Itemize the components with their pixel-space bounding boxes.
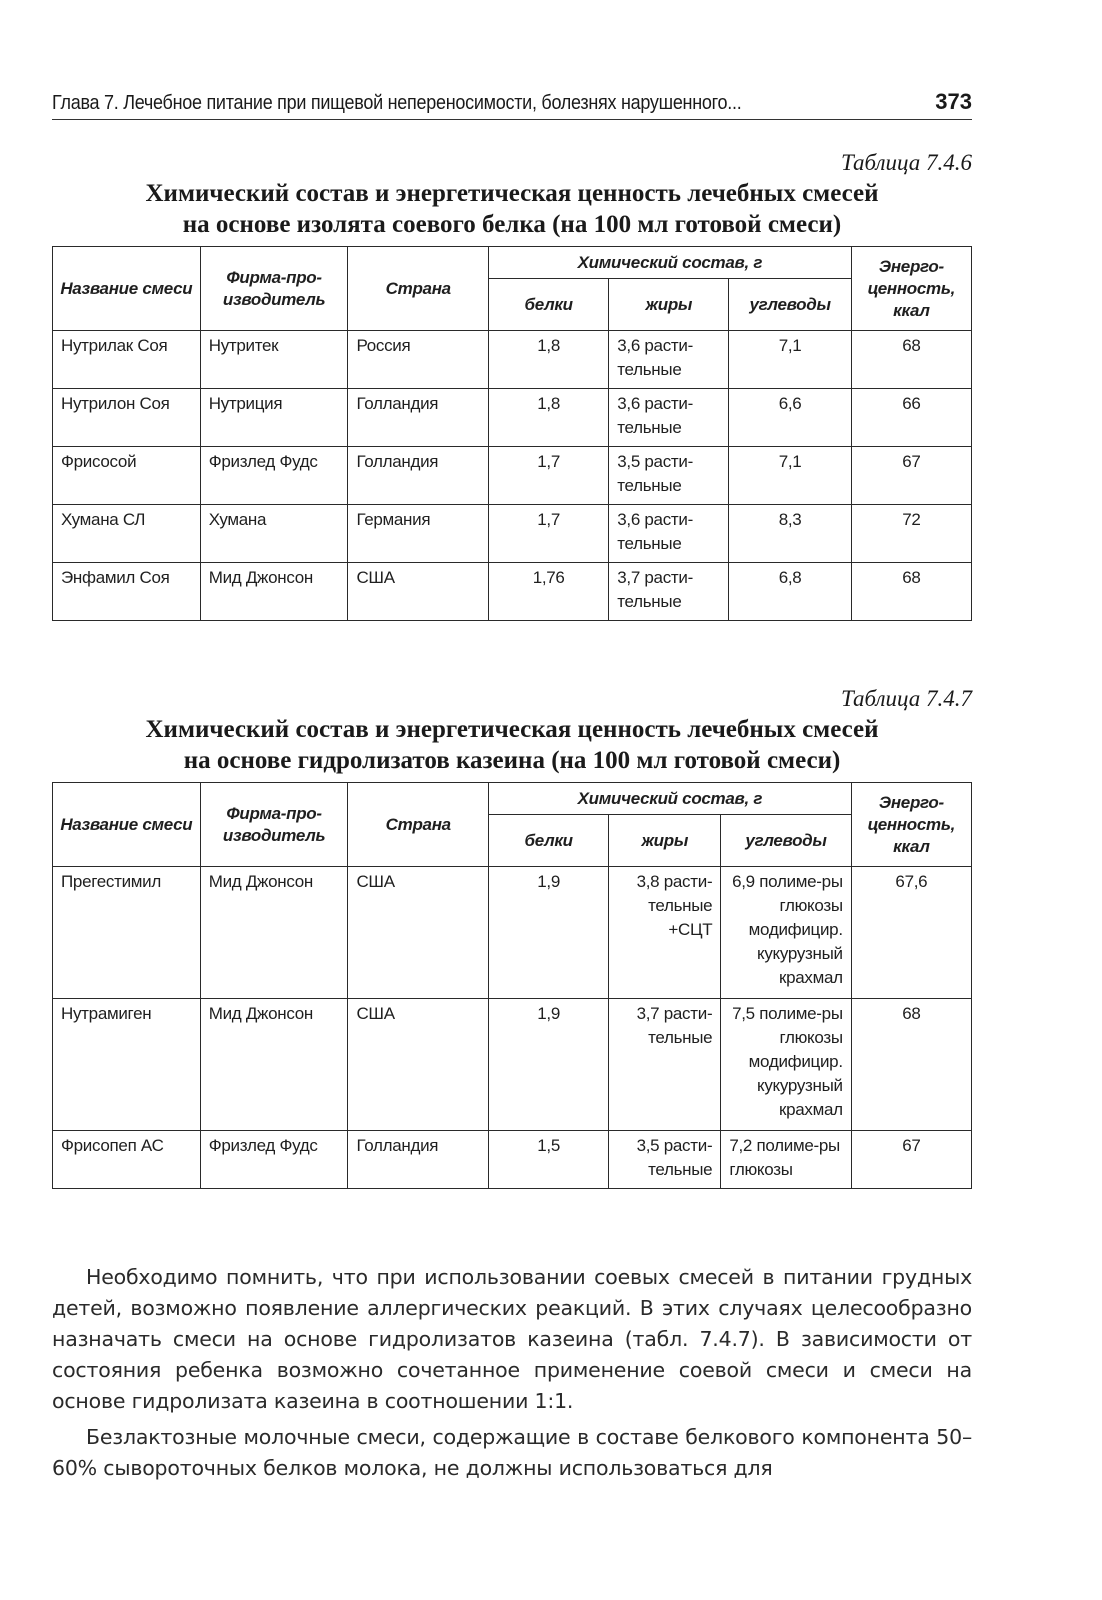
- header-name: Название смеси: [53, 783, 201, 867]
- cell-fat: 3,6 расти-тельные: [609, 389, 729, 447]
- cell-name: Энфамил Соя: [53, 563, 201, 621]
- table-7-4-7-block: [52, 684, 972, 1189]
- cell-protein: 1,7: [489, 505, 609, 563]
- table-label: Таблица 7.4.6: [840, 150, 972, 175]
- table-row: [53, 331, 972, 389]
- running-header-title: Глава 7. Лечебное питание при пищевой непереносимости, болезнях нарушенного...: [52, 92, 742, 114]
- cell-energy: 67,6: [851, 867, 971, 999]
- cell-energy: 72: [851, 505, 971, 563]
- cell-name: Прегестимил: [53, 867, 201, 999]
- table-label: Таблица 7.4.7: [840, 686, 972, 711]
- header-protein: белки: [489, 279, 609, 331]
- cell-maker: Мид Джонсон: [200, 867, 348, 999]
- header-fat: жиры: [609, 815, 721, 867]
- cell-energy: 67: [851, 1131, 971, 1189]
- cell-maker: Фризлед Фудс: [200, 447, 348, 505]
- table-row: [53, 447, 972, 505]
- table-caption-line1: Химический состав и энергетическая ценность лечебных смесей: [145, 716, 879, 743]
- cell-maker: Мид Джонсон: [200, 999, 348, 1131]
- table-caption: [52, 178, 972, 240]
- cell-maker: Хумана: [200, 505, 348, 563]
- cell-country: Россия: [348, 331, 489, 389]
- cell-fat: 3,5 расти-тельные: [609, 447, 729, 505]
- cell-energy: 68: [851, 331, 971, 389]
- header-maker: Фирма-про-изводитель: [200, 247, 348, 331]
- header-name: Название смеси: [53, 247, 201, 331]
- cell-carbs: 6,8: [729, 563, 851, 621]
- header-country: Страна: [348, 783, 489, 867]
- cell-carbs: 8,3: [729, 505, 851, 563]
- cell-country: США: [348, 867, 489, 999]
- table-7-4-6-block: [52, 148, 972, 621]
- cell-maker: Нутриция: [200, 389, 348, 447]
- cell-name: Нутрамиген: [53, 999, 201, 1131]
- cell-protein: 1,8: [489, 389, 609, 447]
- header-maker: Фирма-про-изводитель: [200, 783, 348, 867]
- cell-country: Голландия: [348, 1131, 489, 1189]
- table-7-4-6: [52, 246, 972, 621]
- header-fat: жиры: [609, 279, 729, 331]
- table-caption: [52, 714, 972, 776]
- cell-fat: 3,7 расти-тельные: [609, 563, 729, 621]
- cell-name: Нутрилак Соя: [53, 331, 201, 389]
- cell-protein: 1,76: [489, 563, 609, 621]
- cell-country: Германия: [348, 505, 489, 563]
- cell-protein: 1,5: [489, 1131, 609, 1189]
- cell-maker: Мид Джонсон: [200, 563, 348, 621]
- body-text: [52, 1262, 972, 1484]
- cell-carbs: 6,9 полиме-ры глюкозы модифицир. кукурузный крахмал: [721, 867, 851, 999]
- cell-carbs: 7,1: [729, 447, 851, 505]
- cell-carbs: 7,2 полиме-ры глюкозы: [721, 1131, 851, 1189]
- table-row: [53, 867, 972, 999]
- header-chem: Химический состав, г: [489, 247, 852, 279]
- table-7-4-7: [52, 782, 972, 1189]
- page-number: 373: [935, 89, 972, 114]
- table-row: [53, 1131, 972, 1189]
- cell-country: Голландия: [348, 389, 489, 447]
- cell-carbs: 7,5 полиме-ры глюкозы модифицир. кукурузный крахмал: [721, 999, 851, 1131]
- cell-name: Хумана СЛ: [53, 505, 201, 563]
- cell-energy: 68: [851, 563, 971, 621]
- cell-protein: 1,9: [489, 999, 609, 1131]
- cell-fat: 3,7 расти-тельные: [609, 999, 721, 1131]
- paragraph: Безлактозные молочные смеси, содержащие в составе белкового компонента 50–60% сывороточных белков молока, не должны использоваться для: [52, 1425, 972, 1480]
- header-carbs: углеводы: [729, 279, 851, 331]
- cell-country: Голландия: [348, 447, 489, 505]
- cell-fat: 3,6 расти-тельные: [609, 331, 729, 389]
- table-row: [53, 389, 972, 447]
- cell-carbs: 7,1: [729, 331, 851, 389]
- cell-maker: Нутритек: [200, 331, 348, 389]
- header-carbs: углеводы: [721, 815, 851, 867]
- cell-carbs: 6,6: [729, 389, 851, 447]
- header-protein: белки: [489, 815, 609, 867]
- cell-fat: 3,6 расти-тельные: [609, 505, 729, 563]
- table-row: [53, 505, 972, 563]
- cell-protein: 1,8: [489, 331, 609, 389]
- cell-country: США: [348, 999, 489, 1131]
- header-chem: Химический состав, г: [489, 783, 852, 815]
- table-caption-line2: на основе гидролизатов казеина (на 100 мл готовой смеси): [183, 747, 841, 774]
- cell-name: Нутрилон Соя: [53, 389, 201, 447]
- table-row: [53, 563, 972, 621]
- running-header: [52, 84, 972, 120]
- cell-protein: 1,7: [489, 447, 609, 505]
- header-country: Страна: [348, 247, 489, 331]
- table-caption-line1: Химический состав и энергетическая ценность лечебных смесей: [145, 180, 879, 207]
- cell-protein: 1,9: [489, 867, 609, 999]
- cell-fat: 3,5 расти-тельные: [609, 1131, 721, 1189]
- header-energy: Энерго-ценность, ккал: [851, 783, 971, 867]
- cell-energy: 67: [851, 447, 971, 505]
- paragraph: Необходимо помнить, что при использовании соевых смесей в питании грудных детей, возможно появление аллергических реакций. В этих случаях целесообразно назначать смеси на основе гидролизатов казеина (табл. 7.4.7). В зависимости от состояния ребенка возможно сочетанное применение соевой смеси и смеси на основе гидролизата казеина в соотношении 1:1.: [52, 1265, 972, 1413]
- book-page: [52, 0, 972, 1600]
- header-energy: Энерго-ценность, ккал: [851, 247, 971, 331]
- cell-energy: 66: [851, 389, 971, 447]
- cell-maker: Фризлед Фудс: [200, 1131, 348, 1189]
- cell-name: Фрисосой: [53, 447, 201, 505]
- cell-fat: 3,8 расти-тельные +СЦТ: [609, 867, 721, 999]
- cell-energy: 68: [851, 999, 971, 1131]
- cell-country: США: [348, 563, 489, 621]
- table-row: [53, 999, 972, 1131]
- cell-name: Фрисопеп АС: [53, 1131, 201, 1189]
- table-caption-line2: на основе изолята соевого белка (на 100 мл готовой смеси): [182, 211, 842, 238]
